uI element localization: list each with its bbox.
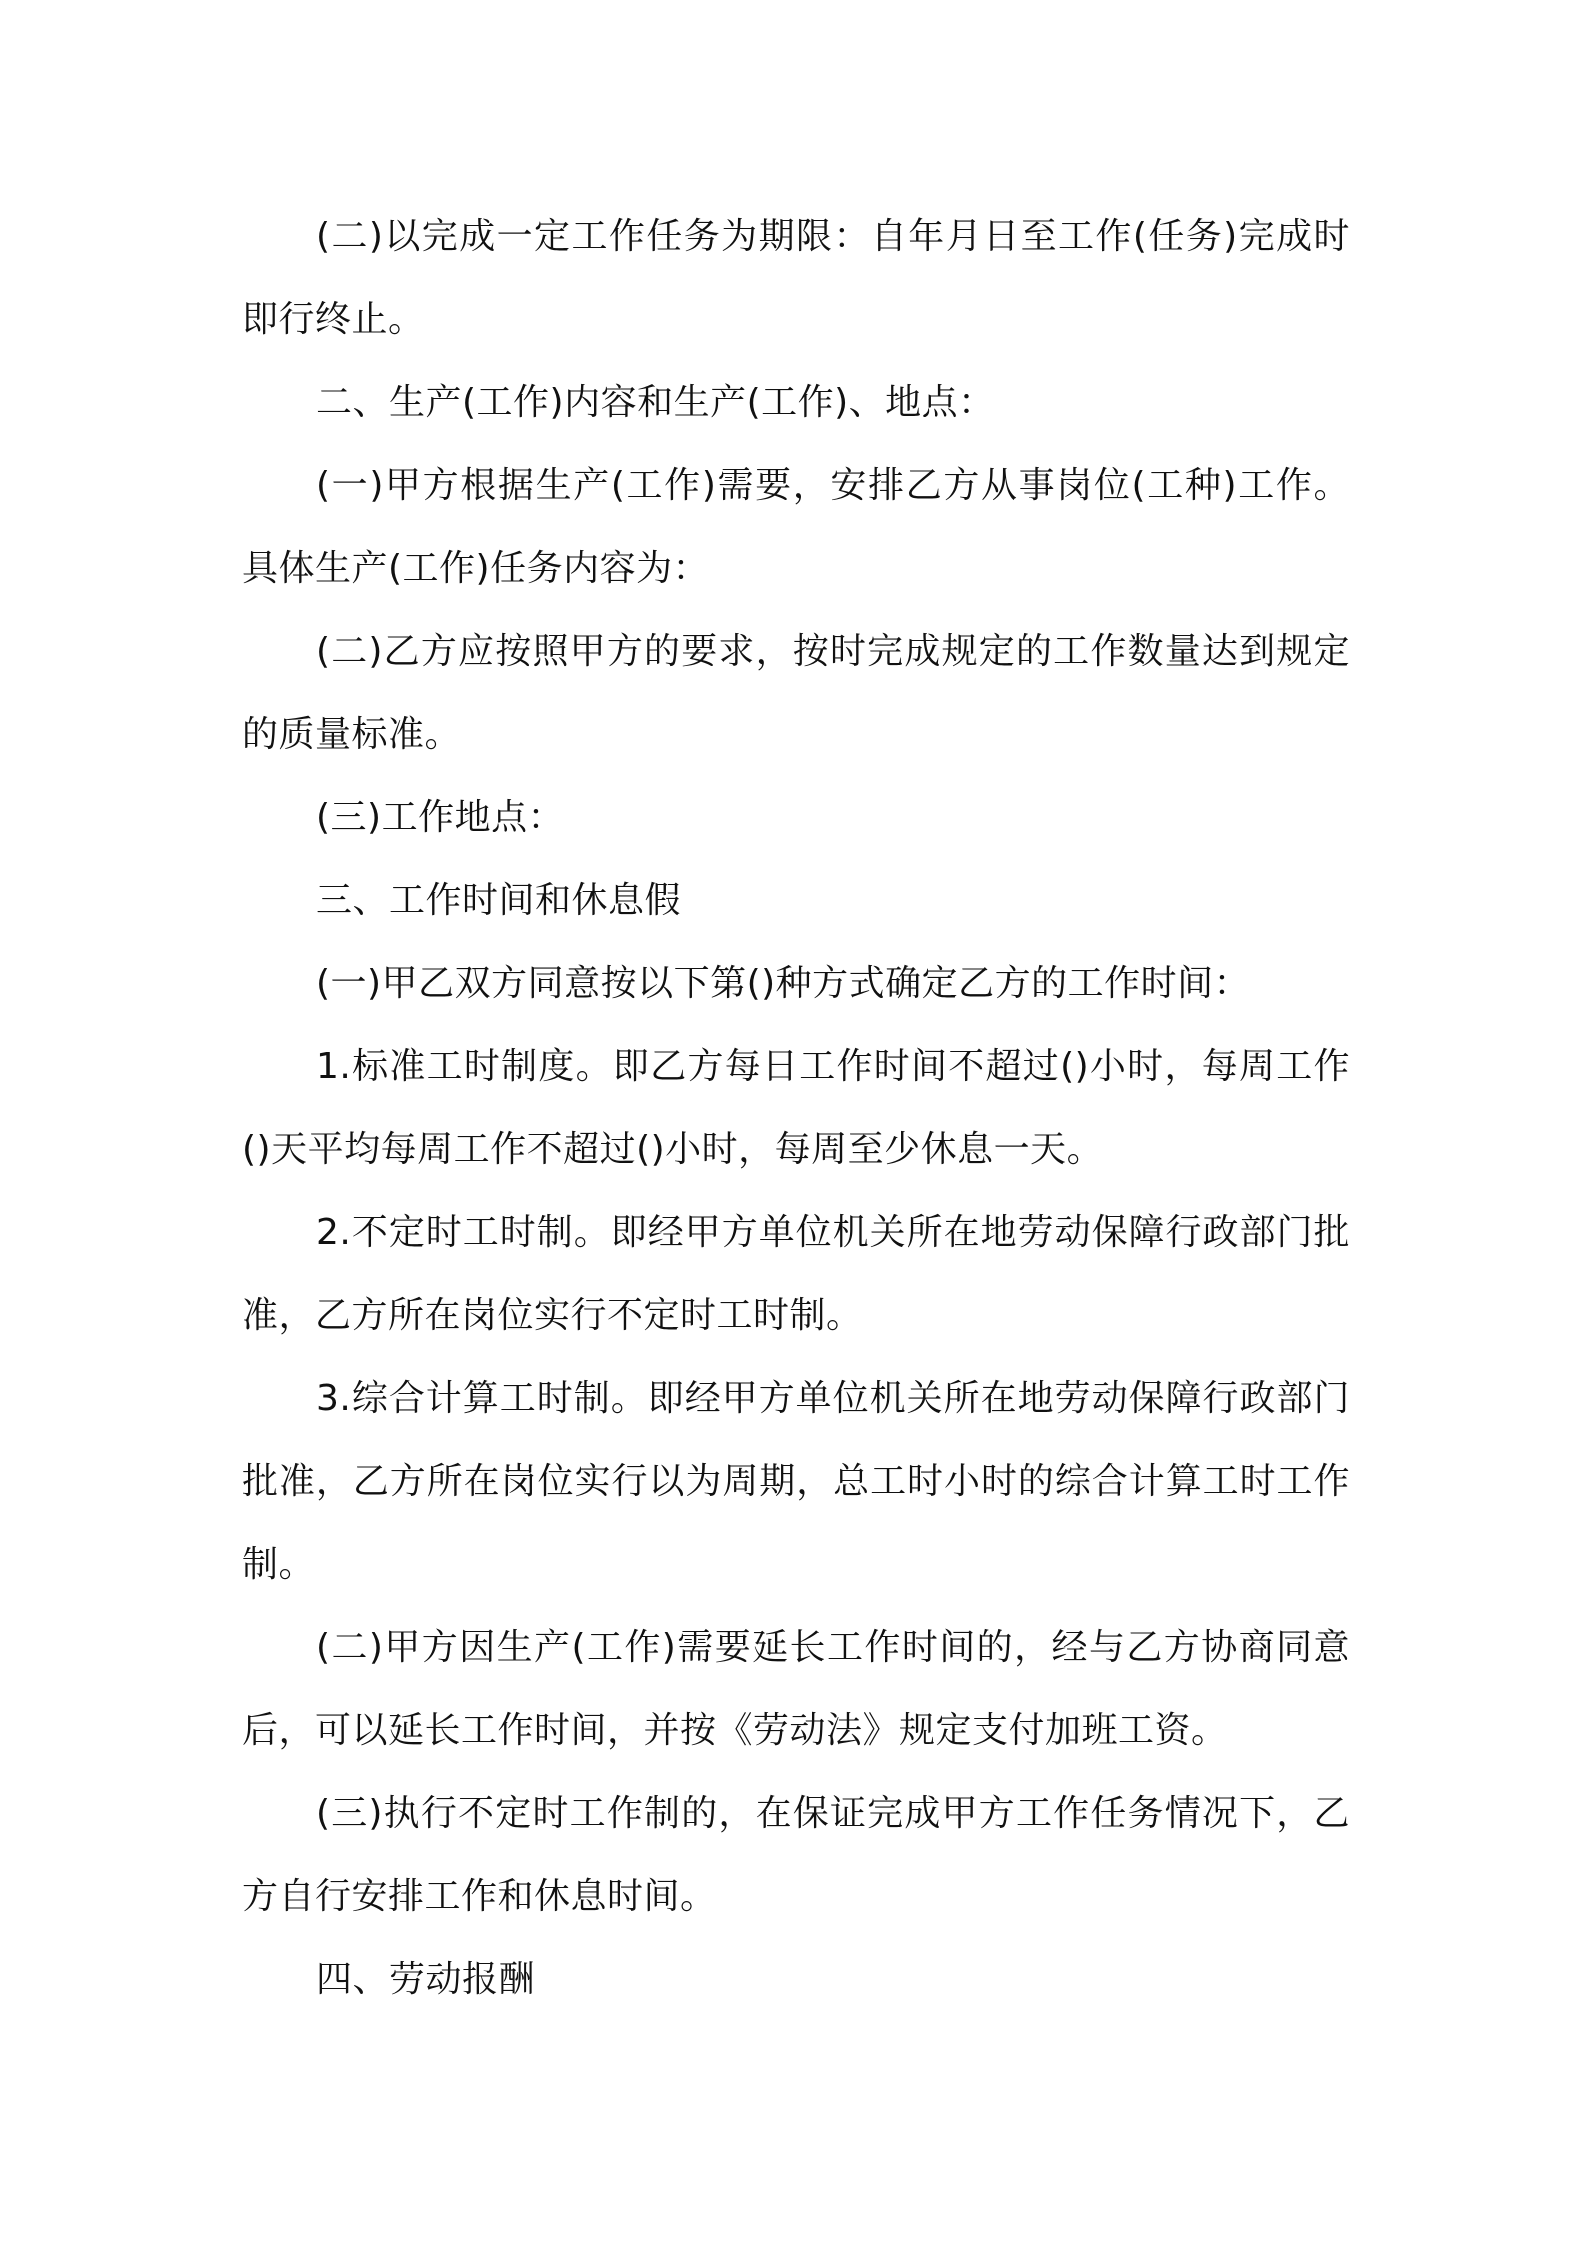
paragraph-3-1-1: 1.标准工时制度。即乙方每日工作时间不超过()小时，每周工作()天平均每周工作不超过()小时，每周至少休息一天。 [242,1046,1350,1170]
paragraph-3-2: (二)甲方因生产(工作)需要延长工作时间的，经与乙方协商同意后，可以延长工作时间，并按《劳动法》规定支付加班工资。 [242,1627,1350,1751]
paragraph-3-1: (一)甲乙双方同意按以下第()种方式确定乙方的工作时间： [316,963,1251,1004]
document-page [242,195,1350,2021]
heading-section-2: 二、生产(工作)内容和生产(工作)、地点： [316,382,995,423]
heading-section-3: 三、工作时间和休息假 [316,880,682,921]
paragraph-3-3: (三)执行不定时工作制的，在保证完成甲方工作任务情况下，乙方自行安排工作和休息时间。 [242,1793,1350,1917]
heading-section-4: 四、劳动报酬 [316,1959,536,2000]
paragraph-2-2: (二)乙方应按照甲方的要求，按时完成规定的工作数量达到规定的质量标准。 [242,631,1350,755]
paragraph-2-3: (三)工作地点： [316,797,565,838]
paragraph-term-task: (二)以完成一定工作任务为期限：自年月日至工作(任务)完成时即行终止。 [242,216,1350,340]
paragraph-2-1: (一)甲方根据生产(工作)需要，安排乙方从事岗位(工种)工作。具体生产(工作)任务内容为： [242,465,1350,589]
paragraph-3-1-2: 2.不定时工时制。即经甲方单位机关所在地劳动保障行政部门批准，乙方所在岗位实行不定时工时制。 [242,1212,1350,1336]
paragraph-3-1-3: 3.综合计算工时制。即经甲方单位机关所在地劳动保障行政部门批准，乙方所在岗位实行以为周期，总工时小时的综合计算工时工作制。 [242,1378,1350,1585]
